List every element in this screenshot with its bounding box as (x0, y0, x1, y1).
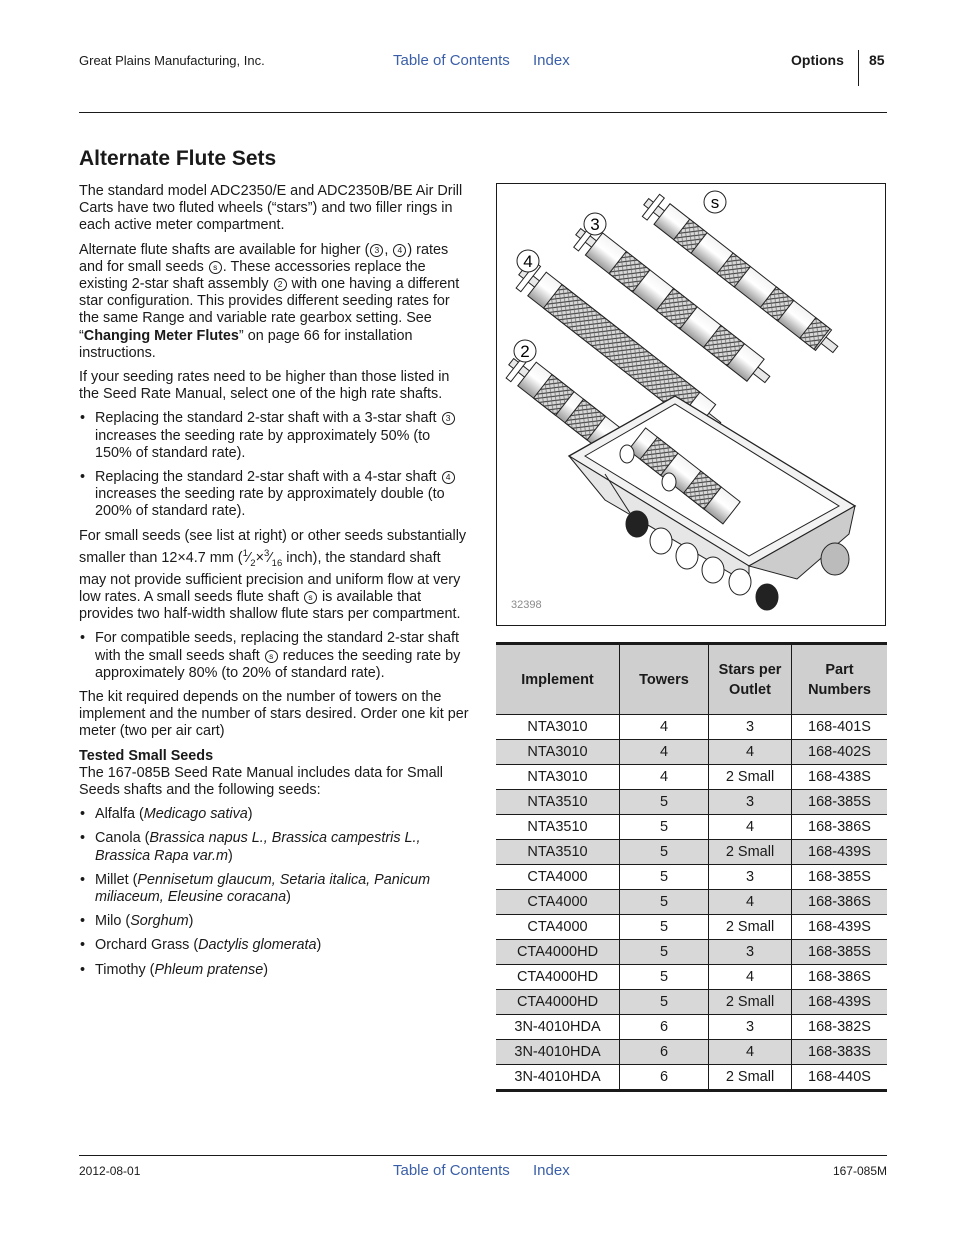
text-span: For small seeds (see list at right) or other seeds substantially smaller than 12×4.7 mm ( (79, 527, 467, 566)
fraction-numerator: 1 (242, 547, 248, 559)
text-span: For compatible seeds, replacing the standard 2-star shaft with the small seeds shaft (95, 630, 459, 664)
towers-cell: 5 (620, 865, 709, 890)
fraction-denominator: 16 (271, 557, 283, 569)
implement-cell: NTA3510 (496, 790, 620, 815)
towers-cell: 5 (620, 915, 709, 940)
table-row (496, 1015, 887, 1040)
footer-index-link[interactable]: Index (533, 1162, 570, 1179)
seed-list-item (79, 830, 469, 864)
table-row (496, 1040, 887, 1065)
part-number-cell: 168-440S (792, 1065, 888, 1091)
stars-cell: 2 Small (709, 990, 792, 1015)
towers-cell: 5 (620, 840, 709, 865)
table-row (496, 790, 887, 815)
callout-s-icon: s (209, 261, 222, 274)
implement-cell: NTA3510 (496, 840, 620, 865)
list-item (79, 410, 469, 462)
seed-common-name: Orchard Grass ( (95, 937, 199, 954)
changing-meter-flutes-reference[interactable]: Changing Meter Flutes (83, 327, 239, 344)
index-link[interactable]: Index (533, 52, 570, 69)
seed-common-name: Milo ( (95, 913, 131, 930)
company-name: Great Plains Manufacturing, Inc. (79, 53, 265, 68)
stars-cell: 3 (709, 790, 792, 815)
towers-cell: 5 (620, 815, 709, 840)
part-number-cell: 168-383S (792, 1040, 888, 1065)
header-rule (79, 112, 887, 113)
stars-cell: 3 (709, 940, 792, 965)
callout-s-icon: s (304, 591, 317, 604)
implement-cell: CTA4000 (496, 865, 620, 890)
implement-cell: CTA4000 (496, 915, 620, 940)
table-row (496, 890, 887, 915)
table-row (496, 965, 887, 990)
towers-cell: 6 (620, 1015, 709, 1040)
table-row (496, 815, 887, 840)
towers-cell: 4 (620, 740, 709, 765)
part-number-cell: 168-438S (792, 765, 888, 790)
text-span: inch), the standard shaft may not provide sufficient precision and uniform flow at very low rates. A small seeds flute shaft (79, 549, 461, 605)
implement-cell: 3N-4010HDA (496, 1015, 620, 1040)
column-header-part-numbers: Part Numbers (792, 644, 888, 715)
seed-list-item (79, 962, 469, 979)
fraction-numerator: 3 (263, 547, 270, 559)
seed-list-item (79, 872, 469, 906)
text-span: , (384, 241, 393, 258)
small-seeds-list (79, 630, 469, 682)
part-number-cell: 168-439S (792, 990, 888, 1015)
implement-cell: NTA3010 (496, 715, 620, 740)
fraction: $^1⁄_2\times^3⁄_{16}$ (242, 547, 283, 569)
stars-cell: 2 Small (709, 915, 792, 940)
intro-paragraph: The standard model ADC2350/E and ADC2350B/BE Air Drill Carts have two fluted wheels (“stars”) and two filler rings in each active meter compartment. (79, 183, 463, 234)
part-number-cell: 168-385S (792, 940, 888, 965)
page-title: Alternate Flute Sets (79, 147, 277, 170)
callout-3-icon: 3 (370, 244, 383, 257)
part-number-cell: 168-386S (792, 815, 888, 840)
part-number-cell: 168-386S (792, 965, 888, 990)
stars-cell: 4 (709, 740, 792, 765)
stars-cell: 2 Small (709, 765, 792, 790)
implement-cell: NTA3010 (496, 740, 620, 765)
seed-common-name: Timothy ( (95, 961, 155, 978)
stars-cell: 2 Small (709, 1065, 792, 1091)
stars-cell: 4 (709, 815, 792, 840)
footer-table-of-contents-link[interactable]: Table of Contents (393, 1162, 510, 1179)
text-span: ) (316, 937, 322, 954)
stars-cell: 4 (709, 965, 792, 990)
table-header-row (496, 644, 887, 715)
high-rate-list (79, 410, 469, 520)
text-span: with one having a different star configuration. This provides different seeding rates for the same Range and variable rate gearbox setting. See “ (79, 276, 460, 344)
seed-list-item (79, 806, 469, 823)
callout-3-label: 3 (590, 215, 600, 234)
figure-number: 32398 (511, 599, 542, 611)
callout-3 (584, 213, 606, 235)
seed-list-item (79, 937, 469, 954)
small-seeds-paragraph (79, 528, 469, 624)
column-header-implement: Implement (496, 644, 620, 715)
callout-3-icon: 3 (442, 412, 455, 425)
text-span: Replacing the standard 2-star shaft with a 3-star shaft (95, 410, 441, 427)
text-span: reduces the seeding rate by approximately 80% (to 20% of standard rate). (95, 647, 461, 681)
text-span: Alternate flute shafts are available for higher ( (79, 241, 370, 258)
small-seeds-shaft (638, 191, 844, 361)
flute-shafts-paragraph (79, 242, 469, 362)
table-of-contents-link[interactable]: Table of Contents (393, 52, 510, 69)
section-name: Options (791, 52, 844, 68)
flute-shafts-figure (496, 183, 886, 626)
stars-cell: 3 (709, 715, 792, 740)
callout-4-label: 4 (523, 252, 533, 271)
table-row (496, 715, 887, 740)
times-sign: × (255, 549, 264, 566)
seed-common-name: Millet ( (95, 871, 138, 888)
implement-cell: CTA4000 (496, 890, 620, 915)
part-number-cell: 168-402S (792, 740, 888, 765)
stars-cell: 3 (709, 1015, 792, 1040)
stars-cell: 4 (709, 1040, 792, 1065)
flute-shafts-illustration (497, 184, 885, 625)
footer-rule (79, 1155, 887, 1156)
stars-cell: 4 (709, 890, 792, 915)
implement-cell: CTA4000HD (496, 965, 620, 990)
seed-common-name: Canola ( (95, 830, 150, 847)
part-number-cell: 168-385S (792, 790, 888, 815)
callout-2 (514, 340, 536, 362)
implement-cell: NTA3510 (496, 815, 620, 840)
implement-cell: 3N-4010HDA (496, 1040, 620, 1065)
towers-cell: 4 (620, 765, 709, 790)
text-span: ) (263, 961, 269, 978)
text-span: is available that provides two half-width shallow flute stars per compartment. (79, 588, 461, 623)
table-row (496, 990, 887, 1015)
callout-s-label: s (710, 193, 720, 212)
table-row (496, 1065, 887, 1091)
fraction-denominator: 2 (250, 557, 256, 569)
table-row (496, 740, 887, 765)
table-body (496, 715, 887, 1091)
parts-table (496, 642, 887, 1092)
text-span: ) (228, 847, 233, 864)
seed-rate-manual-paragraph: The 167-085B Seed Rate Manual includes data for Small Seeds shafts and the following seeds: (79, 764, 443, 798)
list-item (79, 630, 469, 682)
column-header-stars-per-outlet: Stars per Outlet (709, 644, 792, 715)
seed-list-item (79, 913, 469, 930)
column-header-towers: Towers (620, 644, 709, 715)
towers-cell: 5 (620, 965, 709, 990)
callout-4-icon: 4 (393, 244, 406, 257)
three-star-shaft (569, 220, 777, 391)
callout-4 (517, 250, 539, 272)
page-number: 85 (869, 52, 885, 68)
text-span: ) (247, 806, 253, 823)
implement-cell: 3N-4010HDA (496, 1065, 620, 1091)
text-span: . These accessories replace the existing 2-star shaft assembly (79, 258, 426, 293)
kit-paragraph: The kit required depends on the number of towers on the implement and the number of stars desired. Order one kit per meter (two per air cart) (79, 688, 469, 740)
callout-2-label: 2 (520, 342, 530, 361)
part-number-cell: 168-439S (792, 915, 888, 940)
table-row (496, 940, 887, 965)
seed-latin-name: Brassica napus L., Brassica campestris L., Brassica Rapa var.m (95, 830, 421, 864)
implement-cell: CTA4000HD (496, 940, 620, 965)
text-span: Replacing the standard 2-star shaft with a 4-star shaft (95, 469, 441, 486)
part-number-cell: 168-439S (792, 840, 888, 865)
seed-latin-name: Medicago sativa (143, 806, 248, 823)
table-row (496, 915, 887, 940)
towers-cell: 6 (620, 1065, 709, 1091)
stars-cell: 2 Small (709, 840, 792, 865)
seed-latin-name: Sorghum (130, 913, 189, 930)
part-number-cell: 168-401S (792, 715, 888, 740)
text-span: increases the seeding rate by approximately 50% (to 150% of standard rate). (95, 427, 431, 461)
seed-list (79, 806, 469, 979)
towers-cell: 4 (620, 715, 709, 740)
table-row (496, 865, 887, 890)
part-number-cell: 168-382S (792, 1015, 888, 1040)
document-number: 167-085M (832, 1164, 887, 1178)
towers-cell: 5 (620, 790, 709, 815)
callout-s-icon: s (265, 650, 278, 663)
towers-cell: 5 (620, 940, 709, 965)
part-number-cell: 168-385S (792, 865, 888, 890)
implement-cell: NTA3010 (496, 765, 620, 790)
stars-cell: 3 (709, 865, 792, 890)
publication-date: 2012-08-01 (79, 1164, 141, 1178)
table-row (496, 765, 887, 790)
callout-2-icon: 2 (274, 278, 287, 291)
seed-latin-name: Phleum pratense (154, 961, 264, 978)
text-span: ” on page 66 for installation instructions. (79, 327, 413, 361)
towers-cell: 6 (620, 1040, 709, 1065)
seed-common-name: Alfalfa ( (95, 806, 144, 823)
high-rate-paragraph: If your seeding rates need to be higher than those listed in the Seed Rate Manual, select one of the high rate shafts. (79, 369, 450, 403)
seed-latin-name: Dactylis glomerata (198, 937, 317, 954)
towers-cell: 5 (620, 890, 709, 915)
seed-latin-name: Pennisetum glaucum, Setaria italica, Panicum miliaceum, Eleusine coracana (95, 871, 431, 905)
list-item (79, 469, 469, 521)
text-span: ) (188, 913, 194, 930)
callout-4-icon: 4 (442, 471, 455, 484)
table-row (496, 840, 887, 865)
callout-s (704, 191, 726, 213)
text-span: ) rates and for small seeds (79, 241, 449, 275)
implement-cell: CTA4000HD (496, 990, 620, 1015)
text-span: ) (286, 888, 291, 905)
text-span: increases the seeding rate by approximately double (to 200% of standard rate). (95, 486, 445, 520)
header-divider (858, 50, 859, 86)
towers-cell: 5 (620, 990, 709, 1015)
tested-small-seeds-heading: Tested Small Seeds (79, 747, 214, 764)
body-text (79, 183, 469, 986)
part-number-cell: 168-386S (792, 890, 888, 915)
